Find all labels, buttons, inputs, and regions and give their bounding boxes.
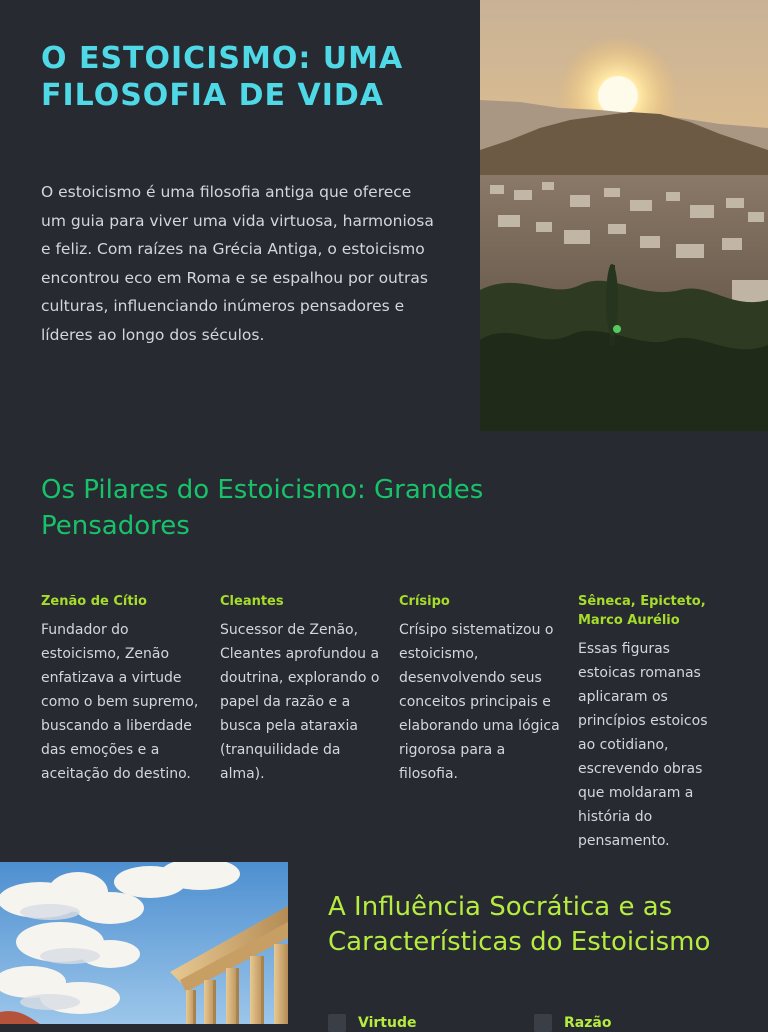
pillar-name: Sêneca, Epicteto, Marco Aurélio [578, 594, 706, 628]
feature-razao [534, 1014, 611, 1032]
feature-label: Razão [564, 1015, 612, 1031]
hero-intro-text: O estoicismo é uma filosofia antiga que oferece um guia para viver uma vida virtuosa, harmoniosa e feliz. Com raízes na Grécia Antiga, o estoicismo encontrou eco em Roma e se espalhou por outras culturas, influenciando inúmeros pensadores e líderes ao longo dos séculos. [41, 183, 434, 344]
pillar-crisipo [399, 592, 561, 786]
pillar-description: Sucessor de Zenão, Cleantes aprofundou a doutrina, explorando o papel da razão e a busca pela ataraxia (tranquilidade da alma). [220, 622, 380, 782]
pillar-description: Essas figuras estoicas romanas aplicaram os princípios estoicos ao cotidiano, escrevendo obras que moldaram a história do pensamento. [578, 641, 708, 849]
feature-icon [534, 1014, 552, 1032]
pillar-description: Fundador do estoicismo, Zenão enfatizava a virtude como o bem supremo, buscando a liberdade das emoções e a aceitação do destino. [41, 622, 199, 782]
feature-icon [328, 1014, 346, 1032]
feature-label: Virtude [358, 1015, 417, 1031]
acropolis-sunset-image [480, 0, 768, 431]
pillar-description: Crísipo sistematizou o estoicismo, desenvolvendo seus conceitos principais e elaborando uma lógica rigorosa para a filosofia. [399, 622, 560, 782]
feature-virtude [328, 1014, 416, 1032]
hero-title: O ESTOICISMO: UMA FILOSOFIA DE VIDA [41, 41, 404, 113]
pillar-romanos [578, 592, 728, 853]
pillar-name: Cleantes [220, 594, 284, 609]
influence-section-title: A Influência Socrática e as Características do Estoicismo [328, 892, 711, 957]
pillar-zenao [41, 592, 203, 786]
pillar-name: Zenão de Cítio [41, 594, 147, 609]
pillar-cleantes [220, 592, 382, 786]
pillars-section-title: Os Pilares do Estoicismo: Grandes Pensadores [41, 475, 484, 541]
temple-columns-image [0, 862, 288, 1024]
pillar-name: Crísipo [399, 594, 450, 609]
